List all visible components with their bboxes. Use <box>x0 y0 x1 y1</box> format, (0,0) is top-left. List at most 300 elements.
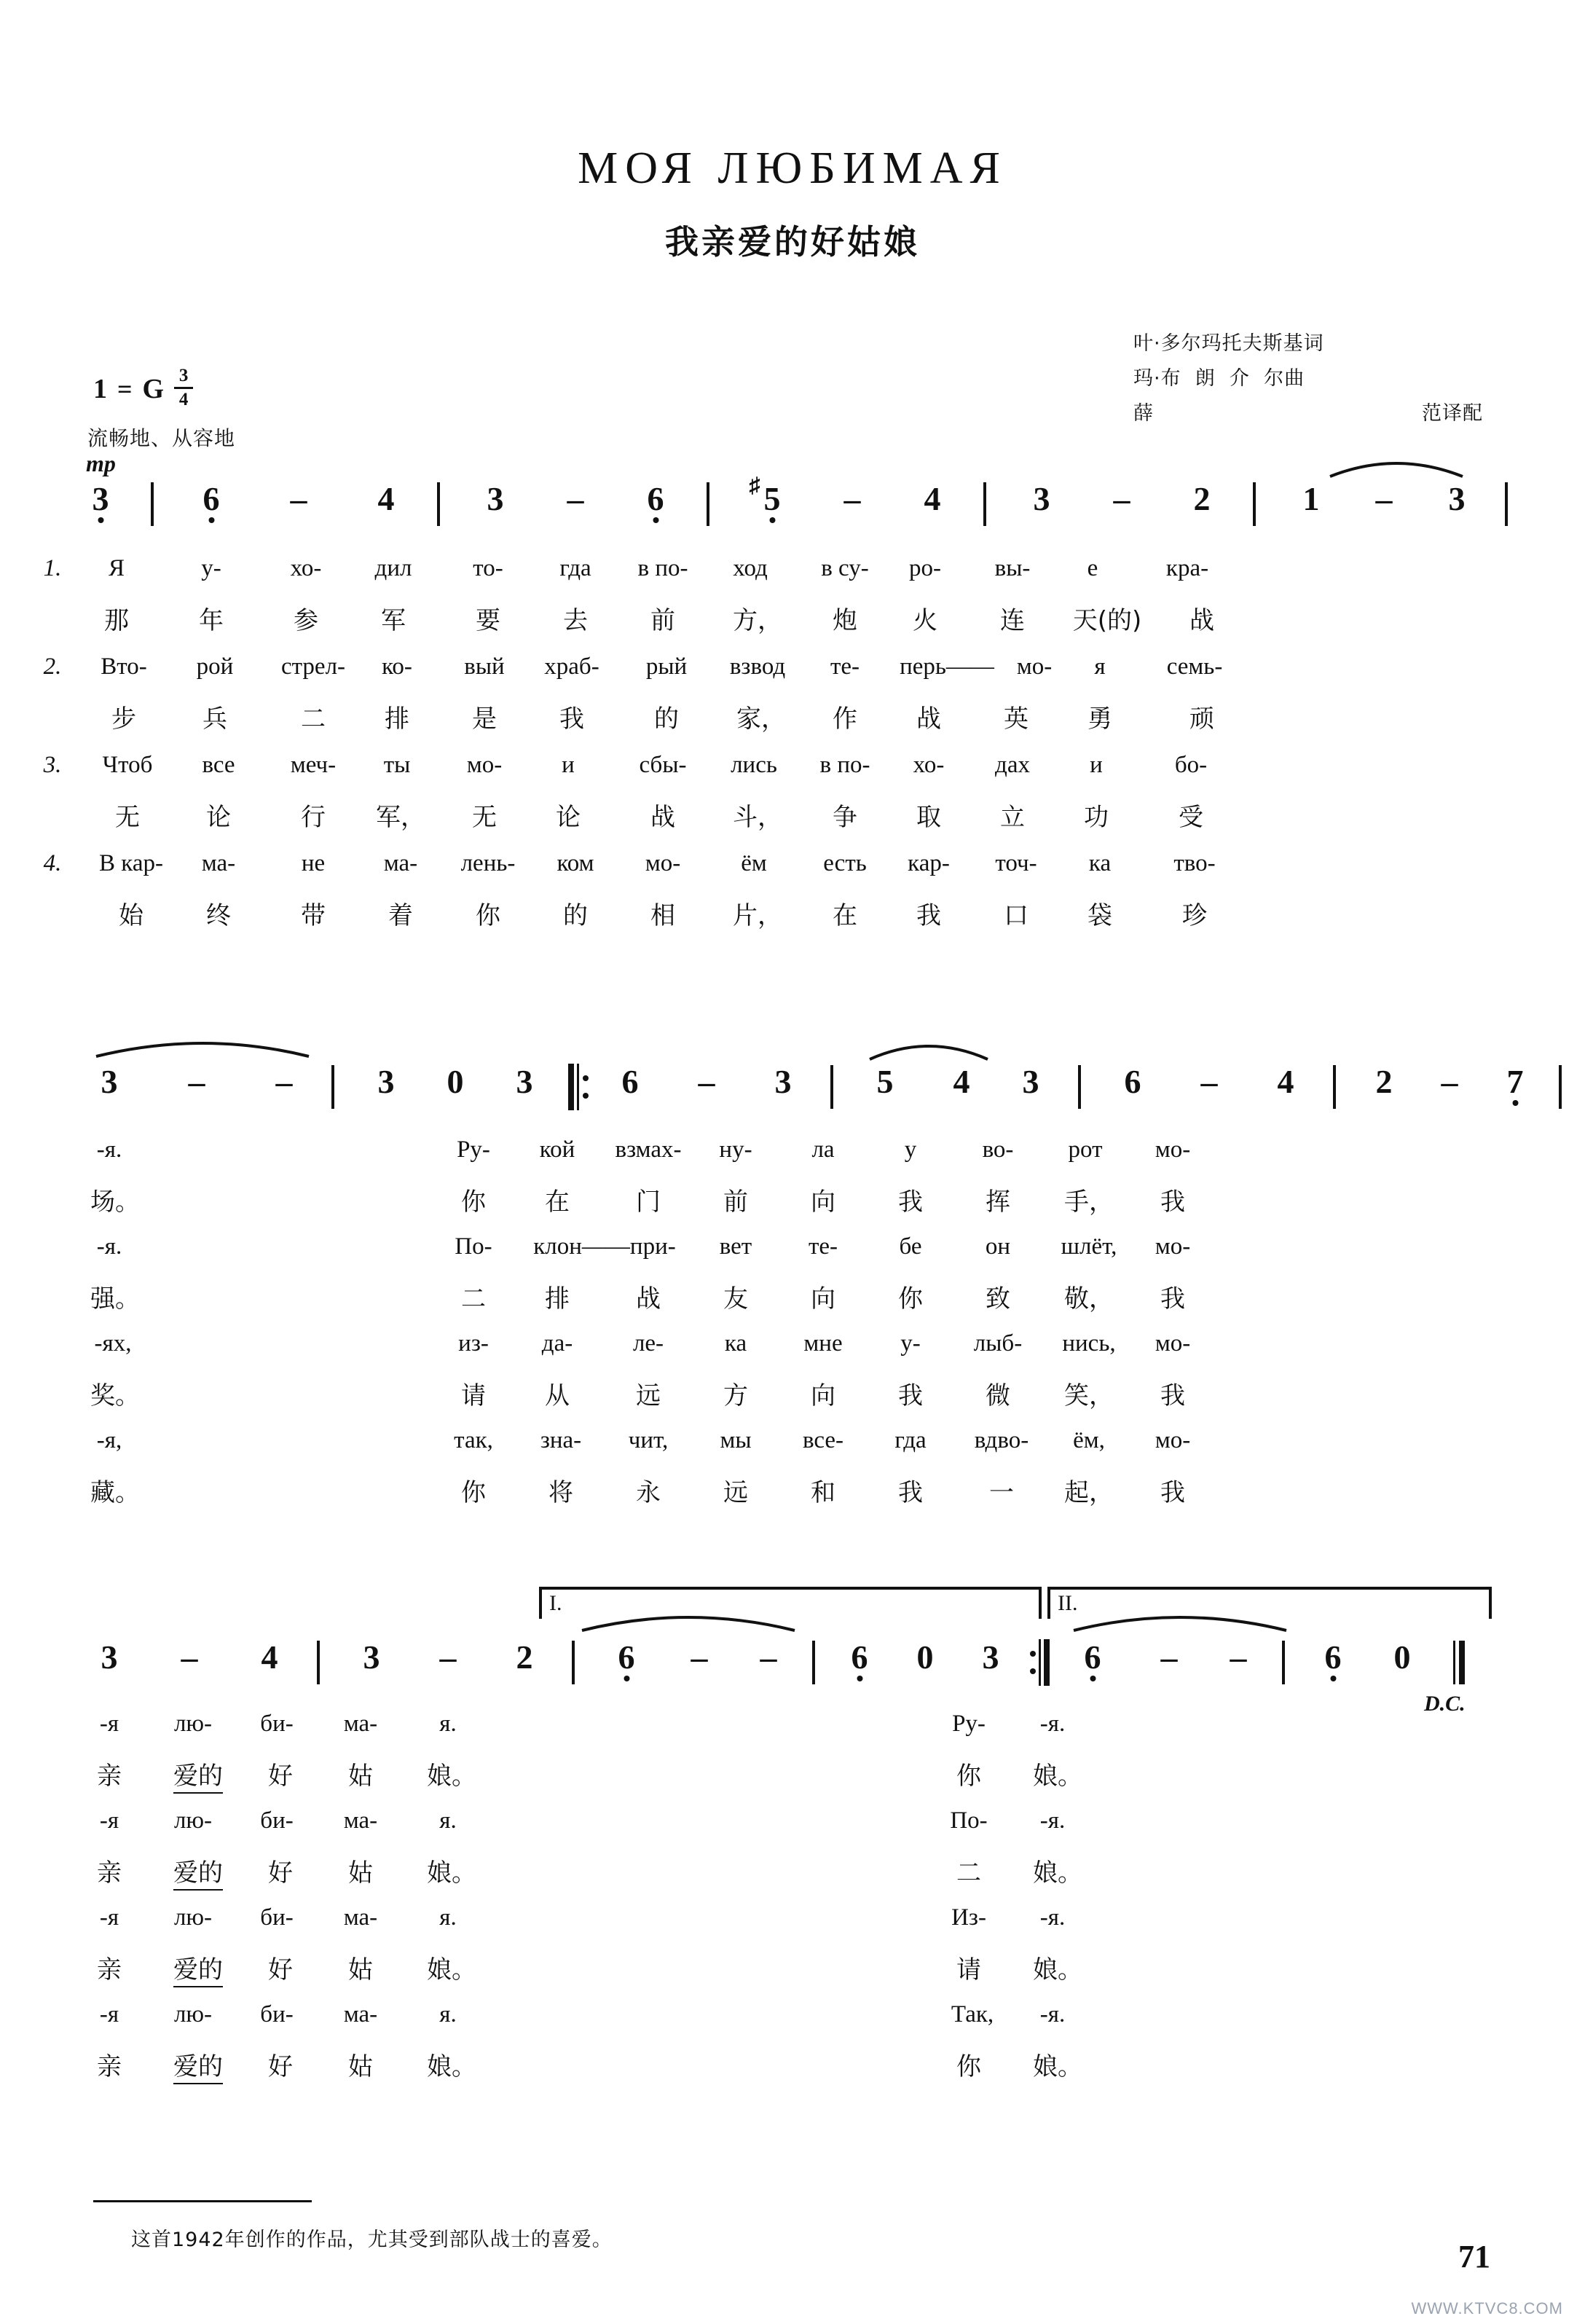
lyric-syllable-cn: 论 <box>556 803 581 832</box>
lyric-syllable-ru: все <box>202 752 235 778</box>
lyric-syllable-cn: 我 <box>898 1478 923 1507</box>
note-duration-dash: – <box>439 1638 457 1676</box>
key-tonic: 1 <box>93 374 107 404</box>
lyric-syllable-cn: 致 <box>986 1284 1010 1314</box>
lyric-line-chinese <box>0 1375 1585 1424</box>
note-duration-dash: – <box>188 1063 205 1100</box>
lyric-syllable-cn: 天(的) <box>1072 606 1142 635</box>
lyric-syllable-cn: 你 <box>461 1478 486 1507</box>
octave-dot-low <box>857 1676 862 1681</box>
lyric-syllable-ru: он <box>985 1233 1011 1260</box>
barline <box>151 482 154 526</box>
lyric-syllable-ru: зна- <box>540 1427 582 1453</box>
footnote-text: 这首1942年创作的作品，尤其受到部队战士的喜爱。 <box>131 2229 613 2251</box>
lyric-syllable-ru: -я. <box>1039 1807 1066 1834</box>
barline <box>1253 482 1256 526</box>
note-number: 6 <box>648 479 664 518</box>
lyric-syllable-ru: ём <box>741 850 767 876</box>
lyric-syllable-cn: 我 <box>898 1187 923 1217</box>
lyric-syllable-ru: те- <box>830 653 860 680</box>
lyric-syllable-cn: 微 <box>986 1381 1010 1410</box>
watermark: WWW.KTVC8.COM <box>1411 2299 1563 2317</box>
note-number: 3 <box>982 1638 999 1676</box>
repeat-start-barline <box>568 1064 583 1110</box>
page-number: 71 <box>1458 2239 1490 2274</box>
lyric-syllable-cn: 你 <box>476 901 500 930</box>
note-number: 6 <box>203 479 220 518</box>
key-signature <box>93 368 193 410</box>
credit-composer <box>1133 361 1483 396</box>
lyric-syllable-ru: Ру- <box>457 1137 490 1163</box>
lyric-syllable-cn: 年 <box>199 606 224 635</box>
note-number: 0 <box>916 1638 934 1676</box>
lyric-line-chinese <box>0 797 1585 845</box>
lyric-syllable-ru: я. <box>439 1807 457 1834</box>
slur-arc <box>93 1035 312 1059</box>
lyric-syllable-ru: ма- <box>383 850 418 876</box>
lyric-syllable-cn: 和 <box>811 1478 835 1507</box>
lyric-syllable-cn: 排 <box>385 704 409 734</box>
lyric-syllable-cn: 相 <box>650 901 675 930</box>
time-denominator: 4 <box>178 390 189 409</box>
lyric-syllable-ru: -я <box>99 1904 119 1931</box>
slur-arc <box>1071 1609 1289 1633</box>
octave-dot-low <box>653 517 658 523</box>
lyric-syllable-cn: 起， <box>1064 1478 1114 1507</box>
note-number: 0 <box>447 1063 464 1100</box>
lyric-syllable-ru: бе <box>899 1233 922 1260</box>
music-system-2 <box>0 1049 1585 1116</box>
lyric-syllable-ru: шлёт, <box>1061 1233 1117 1260</box>
octave-dot-low <box>98 517 103 523</box>
lyric-syllable-cn: 袋 <box>1088 901 1112 930</box>
lyric-line-chinese <box>0 1756 1585 1804</box>
lyric-syllable-cn: 娘。 <box>1033 1955 1082 1985</box>
lyric-syllable-ru: у- <box>900 1330 921 1357</box>
lyric-syllable-cn: 在 <box>833 901 857 930</box>
lyric-syllable-cn: 战 <box>916 704 941 734</box>
lyric-syllable-ru: лю- <box>173 1904 213 1931</box>
lyric-syllable-ru: хо- <box>913 752 945 778</box>
volta-2-label: II. <box>1058 1591 1078 1615</box>
lyric-syllable-cn: 前 <box>723 1187 748 1217</box>
verse-number: 3. <box>43 752 62 778</box>
note-number: 3 <box>516 1063 533 1100</box>
note-number: 2 <box>516 1638 533 1676</box>
note-number: 4 <box>953 1063 970 1100</box>
lyric-syllable-ru: так, <box>454 1427 493 1453</box>
note-duration-dash: – <box>567 480 584 517</box>
lyric-syllable-ru: из- <box>458 1330 489 1357</box>
lyric-syllable-ru: ём, <box>1073 1427 1105 1453</box>
lyric-syllable-ru: дах <box>995 752 1030 778</box>
lyric-syllable-ru: во- <box>982 1137 1014 1163</box>
barline <box>1559 1065 1562 1109</box>
note-number: 3 <box>93 479 109 518</box>
lyric-syllable-cn: 立 <box>1000 803 1025 832</box>
lyric-syllable-cn: 你 <box>956 2052 981 2081</box>
lyric-syllable-cn: 向 <box>811 1381 835 1410</box>
lyric-syllable-cn: 连 <box>1000 606 1025 635</box>
verse-number: 1. <box>43 555 62 581</box>
note-number: 3 <box>1033 480 1050 517</box>
lyric-syllable-ru: хо- <box>290 555 322 581</box>
lyric-syllable-ru: -я, <box>96 1427 122 1453</box>
lyric-syllable-cn: 战 <box>1189 606 1214 635</box>
lyric-syllable-cn: 永 <box>636 1478 661 1507</box>
lyric-line-chinese <box>0 1279 1585 1327</box>
lyric-syllable-cn: 爱的 <box>173 1950 223 1987</box>
lyric-syllable-cn: 带 <box>301 901 326 930</box>
lyric-syllable-cn: 那 <box>104 606 129 635</box>
note-duration-dash: – <box>691 1638 708 1676</box>
note-number: 6 <box>618 1638 635 1676</box>
lyric-syllable-ru: рой <box>196 653 234 680</box>
lyric-syllable-cn: 着 <box>388 901 413 930</box>
lyric-syllable-cn: 手， <box>1064 1187 1114 1217</box>
lyric-syllable-cn: 远 <box>723 1478 748 1507</box>
lyric-syllable-ru: би- <box>260 1711 294 1737</box>
credit-translator-name: 薛 <box>1133 402 1154 425</box>
lyric-syllable-ru: ма- <box>343 1807 378 1834</box>
octave-dot-low <box>1330 1676 1336 1681</box>
lyric-syllable-cn: 始 <box>119 901 143 930</box>
octave-dot-low <box>1512 1100 1518 1106</box>
lyric-syllable-ru: мо- <box>1155 1137 1191 1163</box>
slur-arc <box>867 1037 991 1062</box>
repeat-end-barline <box>1029 1639 1049 1686</box>
note-duration-dash: – <box>181 1638 198 1676</box>
note-number: 3 <box>101 1063 118 1100</box>
lyric-syllable-cn: 在 <box>545 1187 570 1217</box>
lyric-syllable-ru: сбы- <box>639 752 687 778</box>
lyric-syllable-cn: 好 <box>268 1762 293 1791</box>
note-number: 3 <box>487 480 504 517</box>
lyric-syllable-ru: я. <box>439 1711 457 1737</box>
lyric-syllable-cn: 亲 <box>97 1762 122 1791</box>
lyric-syllable-ru: мо- <box>645 850 681 876</box>
lyric-syllable-ru: у <box>904 1137 917 1163</box>
dc-marking: D.C. <box>1424 1692 1466 1716</box>
barline <box>1333 1065 1336 1109</box>
page-title-russian: МОЯ ЛЮБИМАЯ <box>578 144 1007 193</box>
barline <box>1282 1641 1285 1684</box>
lyric-line-chinese <box>0 699 1585 747</box>
lyric-syllable-cn: 参 <box>294 606 318 635</box>
lyric-syllable-ru: не <box>301 850 326 876</box>
lyric-syllable-cn: 亲 <box>97 2052 122 2081</box>
lyric-syllable-ru: дил <box>374 555 412 581</box>
note-duration-dash: – <box>1375 480 1393 517</box>
lyric-line-chinese <box>0 2046 1585 2095</box>
lyric-syllable-cn: 向 <box>811 1187 835 1217</box>
lyric-syllable-ru: мо- <box>1155 1330 1191 1357</box>
lyric-syllable-cn: 火 <box>913 606 937 635</box>
lyric-syllable-cn: 作 <box>833 704 857 734</box>
lyric-syllable-ru: рот <box>1068 1137 1103 1163</box>
lyric-syllable-cn: 将 <box>548 1478 573 1507</box>
note-number: 1 <box>1302 480 1320 517</box>
barline <box>437 482 440 526</box>
lyric-syllable-cn: 爱的 <box>173 1756 223 1794</box>
lyric-syllable-ru: вы- <box>994 555 1031 581</box>
lyric-syllable-ru: -я <box>99 2001 119 2027</box>
lyric-syllable-cn: 友 <box>723 1284 748 1314</box>
lyric-syllable-ru: точ- <box>995 850 1037 876</box>
lyric-syllable-ru: би- <box>260 2001 294 2027</box>
lyric-syllable-ru: -я. <box>1039 2001 1066 2027</box>
lyric-syllable-cn: 请 <box>461 1381 486 1410</box>
octave-dot-low <box>624 1676 629 1681</box>
lyric-syllable-ru: е <box>1087 555 1098 581</box>
note-number: 6 <box>852 1638 868 1676</box>
lyric-syllable-cn: 要 <box>476 606 500 635</box>
lyric-line-russian <box>0 1904 1585 1952</box>
lyric-syllable-ru: лыб- <box>973 1330 1023 1357</box>
lyric-syllable-ru: -я <box>99 1807 119 1834</box>
lyric-syllable-cn: 敬， <box>1064 1284 1114 1314</box>
lyric-syllable-cn: 军， <box>376 803 425 832</box>
lyric-syllable-ru: В кар- <box>99 850 163 876</box>
time-numerator: 3 <box>178 366 189 385</box>
lyric-syllable-cn: 亲 <box>97 1858 122 1888</box>
slur-arc <box>1327 455 1466 479</box>
lyric-syllable-cn: 从 <box>545 1381 570 1410</box>
note-number: 2 <box>1375 1063 1393 1100</box>
barline <box>1078 1065 1081 1109</box>
lyric-syllable-ru: в по- <box>637 555 688 581</box>
lyric-syllable-cn: 二 <box>461 1284 486 1314</box>
lyric-syllable-ru: Из- <box>951 1904 986 1931</box>
music-system-1 <box>0 450 1585 533</box>
lyric-line-russian <box>0 2001 1585 2049</box>
lyric-syllable-cn: 远 <box>636 1381 661 1410</box>
lyric-syllable-cn: 娘。 <box>1033 1762 1082 1791</box>
barline <box>1505 482 1508 526</box>
lyric-syllable-cn: 我 <box>916 901 941 930</box>
lyric-syllable-ru: кра- <box>1165 555 1209 581</box>
note-number: 4 <box>924 480 941 517</box>
lyric-syllable-cn: 奖。 <box>90 1381 140 1410</box>
credits-block <box>1133 326 1483 431</box>
credit-translator <box>1133 396 1483 431</box>
lyric-syllable-ru: ты <box>383 752 411 778</box>
lyric-syllable-ru: По- <box>950 1807 988 1834</box>
lyric-syllable-cn: 请 <box>956 1955 981 1985</box>
lyric-syllable-cn: 娘。 <box>1033 2052 1082 2081</box>
note-number: 2 <box>1193 480 1211 517</box>
credit-composer-text: 玛·布 朗 介 尔曲 <box>1133 367 1305 390</box>
dynamic-mp: mp <box>86 450 116 476</box>
lyric-syllable-cn: 斗， <box>733 803 782 832</box>
lyric-syllable-ru: Чтоб <box>102 752 153 778</box>
barline <box>317 1641 320 1684</box>
lyric-syllable-ru: тво- <box>1173 850 1216 876</box>
lyric-syllable-ru: мо- <box>1016 653 1053 680</box>
note-duration-dash: – <box>760 1638 777 1676</box>
lyric-syllable-ru: ка <box>1088 850 1112 876</box>
lyric-syllable-ru: и <box>1090 752 1103 778</box>
lyric-syllable-cn: 论 <box>206 803 231 832</box>
lyric-line-chinese <box>0 600 1585 648</box>
lyric-syllable-cn: 的 <box>654 704 679 734</box>
lyric-syllable-cn: 爱的 <box>173 1853 223 1891</box>
lyric-syllable-ru: я <box>1094 653 1106 680</box>
note-duration-dash: – <box>1200 1063 1218 1100</box>
volta-1-label: I. <box>549 1591 562 1615</box>
lyric-syllable-cn: 的 <box>563 901 588 930</box>
note-number: 6 <box>621 1063 639 1100</box>
barline <box>830 1065 833 1109</box>
lyric-syllable-cn: 姑 <box>348 1955 373 1985</box>
lyric-syllable-ru: лись <box>731 752 777 778</box>
lyric-syllable-cn: 好 <box>268 1955 293 1985</box>
lyric-syllable-ru: -ях, <box>94 1330 132 1357</box>
lyric-syllable-cn: 娘。 <box>427 1762 476 1791</box>
lyric-syllable-cn: 姑 <box>348 1858 373 1888</box>
note-duration-dash: – <box>275 1063 293 1100</box>
lyric-syllable-ru: я. <box>439 2001 457 2027</box>
tempo-marking: 流畅地、从容地 <box>87 426 236 450</box>
lyric-syllable-ru: ма- <box>201 850 236 876</box>
note-number: 6 <box>1085 1638 1101 1676</box>
lyric-syllable-cn: 我 <box>1160 1381 1185 1410</box>
lyric-syllable-cn: 笑， <box>1064 1381 1114 1410</box>
lyric-syllable-cn: 方 <box>723 1381 748 1410</box>
lyric-syllable-cn: 娘。 <box>427 1955 476 1985</box>
note-number: 4 <box>377 480 395 517</box>
lyric-line-chinese <box>0 1182 1585 1230</box>
lyric-syllable-cn: 前 <box>650 606 675 635</box>
lyric-syllable-cn: 我 <box>1160 1284 1185 1314</box>
lyric-syllable-ru: мо- <box>466 752 503 778</box>
lyric-line-russian <box>0 850 1585 898</box>
lyric-syllable-ru: ма- <box>343 1711 378 1737</box>
lyric-syllable-cn: 勇 <box>1088 704 1112 734</box>
lyric-syllable-cn: 步 <box>111 704 136 734</box>
lyric-syllable-ru: ма- <box>343 1904 378 1931</box>
lyric-syllable-ru: в су- <box>821 555 869 581</box>
lyric-syllable-cn: 受 <box>1179 803 1203 832</box>
octave-dot-low <box>769 517 775 523</box>
note-number: 6 <box>1124 1063 1141 1100</box>
lyric-syllable-ru: ком <box>556 850 594 876</box>
lyric-syllable-ru: ну- <box>719 1137 752 1163</box>
lyric-syllable-cn: 排 <box>545 1284 570 1314</box>
lyric-line-russian <box>0 1233 1585 1281</box>
lyric-syllable-cn: 片， <box>733 901 782 930</box>
lyric-syllable-ru: гда <box>894 1427 927 1453</box>
lyric-line-chinese <box>0 895 1585 943</box>
lyric-syllable-cn: 你 <box>956 1762 981 1791</box>
lyric-syllable-ru: кой <box>539 1137 575 1163</box>
note-number: 3 <box>1022 1063 1039 1100</box>
lyric-syllable-ru: би- <box>260 1904 294 1931</box>
lyric-syllable-ru: лень- <box>460 850 516 876</box>
note-duration-dash: – <box>1230 1638 1247 1676</box>
verse-number: 4. <box>43 850 62 876</box>
lyric-syllable-cn: 我 <box>1160 1478 1185 1507</box>
lyric-syllable-ru: клон——при- <box>533 1233 676 1260</box>
lyric-syllable-ru: все- <box>802 1427 844 1453</box>
lyric-syllable-cn: 娘。 <box>427 2052 476 2081</box>
lyric-syllable-cn: 我 <box>1160 1187 1185 1217</box>
lyric-syllable-ru: и <box>562 752 575 778</box>
lyric-syllable-cn: 门 <box>636 1187 661 1217</box>
lyric-syllable-cn: 姑 <box>348 2052 373 2081</box>
lyric-syllable-ru: По- <box>455 1233 492 1260</box>
lyric-syllable-cn: 无 <box>115 803 140 832</box>
lyric-syllable-ru: семь- <box>1166 653 1223 680</box>
lyric-syllable-ru: ма- <box>343 2001 378 2027</box>
lyric-syllable-ru: есть <box>823 850 867 876</box>
lyric-syllable-ru: у- <box>201 555 221 581</box>
note-number: 6 <box>1325 1638 1342 1676</box>
lyric-syllable-cn: 爱的 <box>173 2046 223 2084</box>
lyric-syllable-cn: 功 <box>1084 803 1109 832</box>
lyric-syllable-cn: 家， <box>736 704 786 734</box>
lyric-syllable-cn: 好 <box>268 2052 293 2081</box>
lyric-syllable-ru: мне <box>803 1330 843 1357</box>
music-system-3 <box>0 1591 1585 1716</box>
lyric-syllable-cn: 是 <box>472 704 497 734</box>
lyric-syllable-ru: рый <box>645 653 688 680</box>
note-number: 3 <box>363 1638 380 1676</box>
octave-dot-low <box>1090 1676 1096 1681</box>
lyric-syllable-ru: мо- <box>1155 1427 1191 1453</box>
lyric-syllable-cn: 强。 <box>90 1284 140 1314</box>
barline <box>707 482 709 526</box>
lyric-syllable-cn: 取 <box>916 803 941 832</box>
lyric-syllable-cn: 去 <box>563 606 588 635</box>
page-title-chinese: 我亲爱的好姑娘 <box>665 222 920 262</box>
notation-row-3 <box>0 1625 1585 1692</box>
lyric-syllable-ru: Ру- <box>952 1711 986 1737</box>
lyric-syllable-cn: 藏。 <box>90 1478 140 1507</box>
credit-translator-role: 范译配 <box>1422 402 1483 425</box>
lyric-line-chinese <box>0 1950 1585 1998</box>
lyric-syllable-cn: 我 <box>559 704 584 734</box>
lyric-syllable-ru: храб- <box>544 653 599 680</box>
lyric-syllable-ru: ле- <box>632 1330 664 1357</box>
note-number: 3 <box>1448 480 1466 517</box>
note-number: 5 <box>876 1063 894 1100</box>
lyric-syllable-cn: 亲 <box>97 1955 122 1985</box>
lyric-syllable-ru: Так, <box>951 2001 994 2027</box>
lyric-syllable-cn: 娘。 <box>1033 1858 1082 1888</box>
verse-number: 2. <box>43 653 62 680</box>
lyric-syllable-cn: 向 <box>811 1284 835 1314</box>
lyric-syllable-cn: 口 <box>1004 901 1029 930</box>
lyric-syllable-ru: вый <box>464 653 505 680</box>
lyric-syllable-ru: ко- <box>382 653 412 680</box>
lyric-syllable-ru: лю- <box>173 1711 213 1737</box>
lyric-syllable-cn: 战 <box>636 1284 661 1314</box>
lyric-syllable-ru: чит, <box>628 1427 669 1453</box>
note-duration-dash: – <box>843 480 861 517</box>
lyric-syllable-ru: я. <box>439 1904 457 1931</box>
lyric-syllable-ru: -я. <box>1039 1711 1066 1737</box>
lyric-syllable-ru: Я <box>108 555 125 581</box>
note-number: 3 <box>377 1063 395 1100</box>
slur-arc <box>579 1609 798 1633</box>
lyric-syllable-cn: 二 <box>301 704 326 734</box>
lyric-syllable-cn: 一 <box>989 1478 1014 1507</box>
lyric-syllable-cn: 你 <box>461 1187 486 1217</box>
lyric-syllable-cn: 娘。 <box>427 1858 476 1888</box>
lyric-syllable-ru: -я. <box>1039 1904 1066 1931</box>
lyric-syllable-ru: вдво- <box>974 1427 1029 1453</box>
